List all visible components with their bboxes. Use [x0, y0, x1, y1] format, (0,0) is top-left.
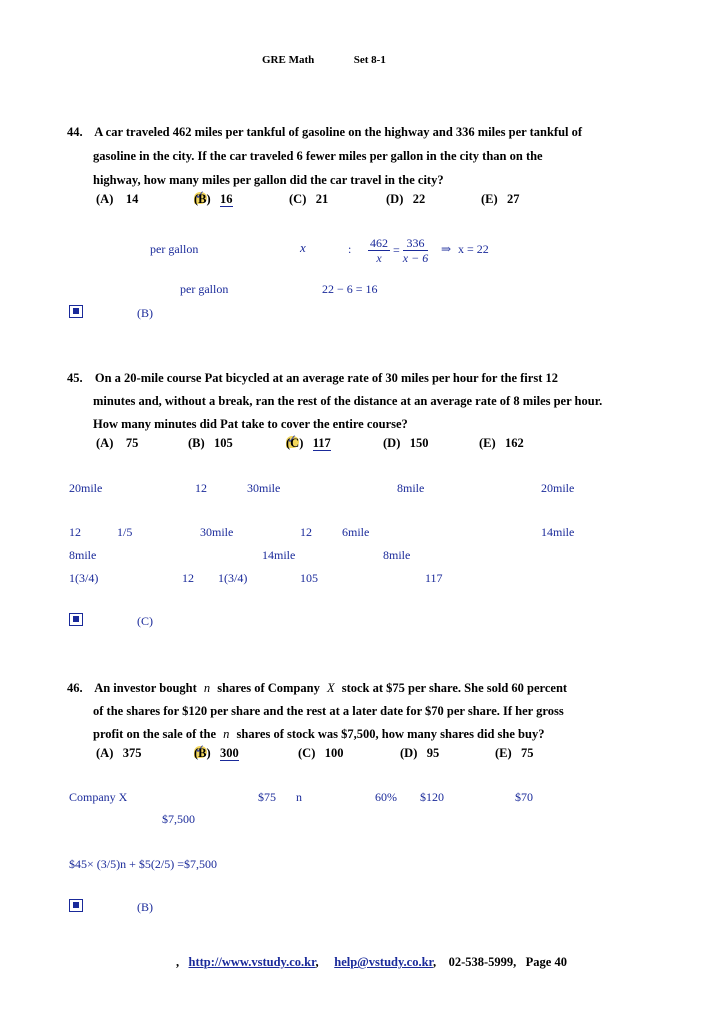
q45-e1d: 8mile: [397, 481, 425, 495]
q44-choice-c[interactable]: (C) 21: [289, 192, 329, 206]
q44-choice-d[interactable]: (D) 22: [386, 192, 426, 206]
q45-line1: [67, 366, 558, 390]
page-header: [262, 54, 386, 66]
q45-e3e: 6mile: [342, 525, 370, 539]
q45-e5a: 1(3/4): [69, 571, 99, 585]
fraction-2: $\frac{336}{x - 6}$: [402, 236, 429, 265]
fraction-1: $\frac{462}{x}$: [370, 236, 388, 265]
q46-choice-b[interactable]: (B) 300: [194, 746, 239, 760]
q45-e4c: 8mile: [383, 548, 411, 562]
q46-choice-d[interactable]: (D) 95: [400, 746, 440, 760]
q44-choice-a[interactable]: (A) 14: [96, 192, 139, 206]
q46-var-n: n: [203, 681, 211, 695]
q46-choice-a[interactable]: (A) 375: [96, 746, 142, 760]
q45-text-1: On a 20-mile course Pat bicycled at an average rate of 30 miles per hour for the first 12: [94, 371, 558, 385]
q45-e3b: 1/5: [117, 525, 133, 539]
q45-e5d: 105: [300, 571, 318, 585]
q45-choice-b[interactable]: (B) 105: [188, 436, 233, 450]
q46-choice-e[interactable]: (E) 75: [495, 746, 534, 760]
footer-page: Page 40: [525, 955, 567, 969]
q45-choice-a[interactable]: (A) 75: [96, 436, 139, 450]
q44-number: 44.: [67, 125, 83, 139]
q45-e1e: 20mile: [541, 481, 575, 495]
q45-e1b: 12: [195, 481, 207, 495]
q45-e4a: 8mile: [69, 548, 97, 562]
footer: , http://www.vstudy.co.kr, help@vstudy.co.kr, 02-538-5999, Page 40: [176, 955, 567, 969]
q44-answer: (B): [137, 306, 153, 320]
q46-answer-row: [69, 899, 153, 915]
q45-e3c: 30mile: [200, 525, 234, 539]
q45-choice-e[interactable]: (E) 162: [479, 436, 524, 450]
q44-expl1-result: x = 22: [458, 242, 489, 256]
q46-line3: profit on the sale of the n shares of stock was $7,500, how many shares did she buy?: [93, 727, 545, 741]
q46-e1b: $75: [258, 790, 276, 804]
q45-answer: (C): [137, 614, 153, 628]
q44-text-1: A car traveled 462 miles per tankful of gasoline on the highway and 336 miles per tankful of: [94, 125, 583, 139]
q45-choice-d[interactable]: (D) 150: [383, 436, 429, 450]
q44-equation: $\frac{462}{x}$ = $\frac{336}{x - 6}$: [370, 236, 429, 265]
q46-e2a: $7,500: [162, 812, 195, 826]
pen-icon: [69, 613, 83, 626]
q44-choice-b[interactable]: (B) 16: [194, 192, 233, 206]
q44-line3: highway, how many miles per gallon did the car travel in the city?: [93, 173, 444, 187]
q44-expl2-calc: 22 − 6 = 16: [322, 282, 378, 296]
q45-e3d: 12: [300, 525, 312, 539]
pen-icon: [69, 899, 83, 912]
q44-expl1-unit: per gallon: [150, 242, 199, 256]
q44-expl2-unit: per gallon: [180, 282, 229, 296]
q46-number: 46.: [67, 681, 83, 695]
q45-e3f: 14mile: [541, 525, 575, 539]
q46-e1e: $120: [420, 790, 444, 804]
q46-var-x: X: [326, 681, 335, 695]
q46-line1: 46. An investor bought n shares of Company X stock at $75 per share. She sold 60 percent: [67, 681, 568, 695]
q44-answer-row: [69, 305, 153, 321]
q46-e1f: $70: [515, 790, 533, 804]
q45-e5c: 1(3/4): [218, 571, 248, 585]
q46-answer: (B): [137, 900, 153, 914]
q45-e5e: 117: [425, 571, 443, 585]
implies-icon: ⇒: [441, 242, 452, 256]
q46-e1d: 60%: [375, 790, 397, 804]
q45-e3a: 12: [69, 525, 81, 539]
q45-number: 45.: [67, 371, 83, 385]
q45-choice-c[interactable]: (C) 117: [286, 436, 331, 450]
q45-e1c: 30mile: [247, 481, 281, 495]
q44-line2: gasoline in the city. If the car traveled 6 fewer miles per gallon in the city than on the: [93, 149, 543, 163]
q44-line1: [67, 120, 582, 144]
q46-line2: of the shares for $120 per share and the rest at a later date for $70 per share. If her gross: [93, 704, 564, 718]
footer-email-link[interactable]: help@vstudy.co.kr: [334, 955, 433, 969]
q44-expl1-colon: :: [348, 242, 352, 256]
q46-formula: $45× (3/5)n + $5(2/5) =$7,500: [69, 857, 217, 871]
q45-answer-row: [69, 613, 153, 629]
header-title: GRE Math: [262, 54, 315, 66]
q44-choice-e[interactable]: (E) 27: [481, 192, 520, 206]
q45-e5b: 12: [182, 571, 194, 585]
header-subtitle: Set 8-1: [353, 54, 386, 66]
footer-url-link[interactable]: http://www.vstudy.co.kr: [188, 955, 316, 969]
footer-phone: 02-538-5999,: [448, 955, 517, 969]
q45-e4b: 14mile: [262, 548, 296, 562]
q45-line2: minutes and, without a break, ran the rest of the distance at an average rate of 8 miles per hour.: [93, 394, 603, 408]
q46-choice-c[interactable]: (C) 100: [298, 746, 344, 760]
pen-icon: [69, 305, 83, 318]
q45-line3: How many minutes did Pat take to cover the entire course?: [93, 417, 408, 431]
q44-expl1-var: x: [300, 240, 306, 255]
q46-e1c: n: [296, 790, 302, 804]
q46-e1a: Company X: [69, 790, 128, 804]
q45-e1a: 20mile: [69, 481, 103, 495]
